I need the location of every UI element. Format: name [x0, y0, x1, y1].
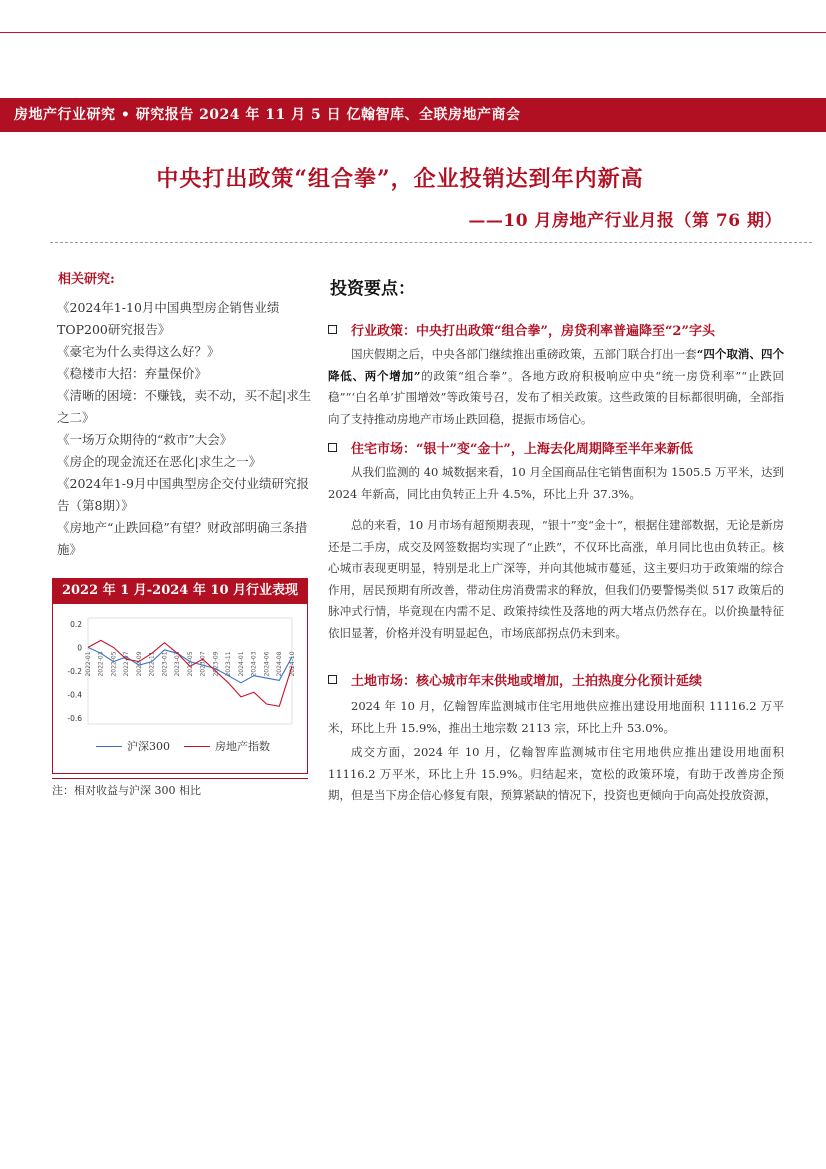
- related-research-heading: 相关研究:: [58, 272, 115, 287]
- paragraph-text: 总的来看，10 月市场有超预期表现，“银十”变“金十”，根据住建部数据，无论是新房还是二手房，成交及网签数据均实现了“止跌”，不仅环比高涨，单月同比也由负转正。核心城市表现更明显，特别是北上广深等，并向其他城市蔓延，这主要归功于政策端的综合作用，居民预期有所改善，带动住房消费需求的释放，但我们仍要警惕类似 517 政策后的脉冲式行情，毕竟现在内需不足、政策持续性及落地的两大堵点仍然存在。以价换量特征依旧显著，价格并没有明显起色，市场底部拐点仍未到来。: [328, 518, 784, 640]
- section-heading-housing: [328, 438, 693, 457]
- paragraph-text: 从我们监测的 40 城数据来看，10 月全国商品住宅销售面积为 1505.5 万平米，达到 2024 年新高，同比由负转正上升 4.5%，环比上升 37.3%。: [328, 465, 784, 501]
- report-subtitle: ——10 月房地产行业月报（第 76 期）: [468, 211, 782, 231]
- x-tick-label: 2024-03: [250, 651, 258, 677]
- x-tick-label: 2022-03: [97, 651, 105, 677]
- paragraph-housing-1: [328, 462, 784, 505]
- x-tick-label: 2023-03: [174, 651, 182, 677]
- related-research-item[interactable]: 《一场万众期待的“救市”大会》: [57, 432, 233, 447]
- y-tick-label: 0: [77, 643, 82, 653]
- y-tick-label: -0.2: [67, 667, 82, 676]
- section-heading-policy: [328, 320, 715, 339]
- x-tick-label: 2022-05: [110, 651, 118, 677]
- section-heading-text: 行业政策：中央打出政策“组合拳”，房贷利率普遍降至“2”字头: [351, 324, 715, 339]
- header-banner: 房地产行业研究 • 研究报告 2024 年 11 月 5 日 亿翰智库、全联房地产商会: [0, 98, 826, 132]
- x-tick-label: 2022-11: [148, 651, 156, 677]
- legend-swatch-hs300: [96, 746, 122, 747]
- top-rule: [0, 32, 826, 33]
- x-tick-label: 2023-09: [212, 651, 220, 677]
- paragraph-text: 2024 年 10 月，亿翰智库监测城市住宅用地供应推出建设用地面积 11116.2 万平米，环比上升 15.9%，推出土地宗数 2113 宗，环比上升 53.0%。: [328, 699, 784, 735]
- chart-note: 注：相对收益与沪深 300 相比: [52, 784, 201, 797]
- related-research-list: [57, 297, 315, 561]
- performance-chart-heading: 2022 年 1 月-2024 年 10 月行业表现: [52, 578, 308, 604]
- legend-label-real-estate: 房地产指数: [215, 740, 270, 753]
- paragraph-land-1: [328, 696, 784, 739]
- related-research-item[interactable]: 《房地产“止跌回稳”有望？财政部明确三条措施》: [57, 520, 308, 557]
- x-tick-label: 2024-06: [263, 651, 271, 677]
- title-divider: [50, 242, 812, 243]
- paragraph-policy: [328, 344, 784, 430]
- y-tick-label: -0.4: [67, 690, 82, 700]
- x-tick-label: 2024-08: [276, 651, 284, 677]
- x-tick-label: 2023-07: [199, 651, 207, 677]
- legend-label-hs300: 沪深300: [127, 740, 170, 753]
- related-research-item[interactable]: 《清晰的困境：不赚钱，卖不动，买不起|求生之二》: [57, 388, 312, 425]
- paragraph-text: 成交方面，2024 年 10 月，亿翰智库监测城市住宅用地供应推出建设用地面积 11116.2 万平米，环比上升 15.9%。归结起来，宽松的政策环境，有助于改善房企预期，但是当下房企信心修复有限，预算紧缺的情况下，投资也更倾向于向高处投放资源，: [328, 745, 784, 802]
- x-tick-label: 2024-10: [289, 651, 296, 677]
- x-tick-label: 2023-05: [187, 651, 194, 677]
- paragraph-housing-2: [328, 515, 784, 644]
- y-tick-label: 0.2: [70, 619, 82, 629]
- related-research-item[interactable]: 《2024年1-9月中国典型房企交付业绩研究报告（第8期）》: [57, 476, 309, 513]
- x-tick-label: 2022-07: [123, 651, 131, 677]
- legend-swatch-real-estate: [184, 746, 210, 747]
- x-tick-label: 2023-01: [161, 651, 169, 677]
- related-research-item[interactable]: 《稳楼市大招：弃量保价》: [57, 366, 208, 381]
- legend-item-hs300: [96, 738, 170, 754]
- x-tick-label: 2022-09: [136, 651, 143, 677]
- checkbox-bullet-icon: [328, 675, 337, 684]
- paragraph-land-2: [328, 742, 784, 807]
- related-research-item[interactable]: 《豪宅为什么卖得这么好？》: [57, 344, 220, 359]
- section-heading-land: [328, 670, 702, 689]
- y-tick-label: -0.6: [67, 714, 82, 724]
- checkbox-bullet-icon: [328, 443, 337, 452]
- x-tick-label: 2023-11: [225, 651, 233, 677]
- note-divider: [52, 778, 308, 779]
- investment-highlights-heading: 投资要点：: [330, 279, 415, 299]
- related-research-item[interactable]: 《2024年1-10月中国典型房企销售业绩TOP200研究报告》: [57, 300, 280, 337]
- legend-item-real-estate: [184, 738, 270, 754]
- section-heading-text: 土地市场：核心城市年末供地或增加，土拍热度分化预计延续: [351, 674, 703, 689]
- paragraph-text: 的政策“组合拳”。各地方政府积极响应中央“统一房贷利率”“止跌回稳”“‘白名单’扩围增效”等政策号召，发布了相关政策。这些政策的目标都很明确，全部指向了支持推动房地产市场止跌回稳，提振市场信心。: [328, 368, 784, 426]
- performance-line-chart: [60, 612, 302, 732]
- paragraph-emphasis: “四个取消、四个降低、两个增加”: [328, 347, 784, 383]
- x-tick-label: 2024-01: [238, 651, 245, 677]
- paragraph-text: 国庆假期之后，中央各部门继续推出重磅政策，五部门联合打出一套: [351, 347, 697, 361]
- related-research-item[interactable]: 《房企的现金流还在恶化|求生之一》: [57, 454, 262, 469]
- checkbox-bullet-icon: [328, 325, 337, 334]
- section-heading-text: 住宅市场：“银十”变“金十”，上海去化周期降至半年来新低: [351, 442, 693, 457]
- x-tick-label: 2022-01: [85, 651, 92, 677]
- report-title: 中央打出政策“组合拳”，企业投销达到年内新高: [156, 166, 644, 192]
